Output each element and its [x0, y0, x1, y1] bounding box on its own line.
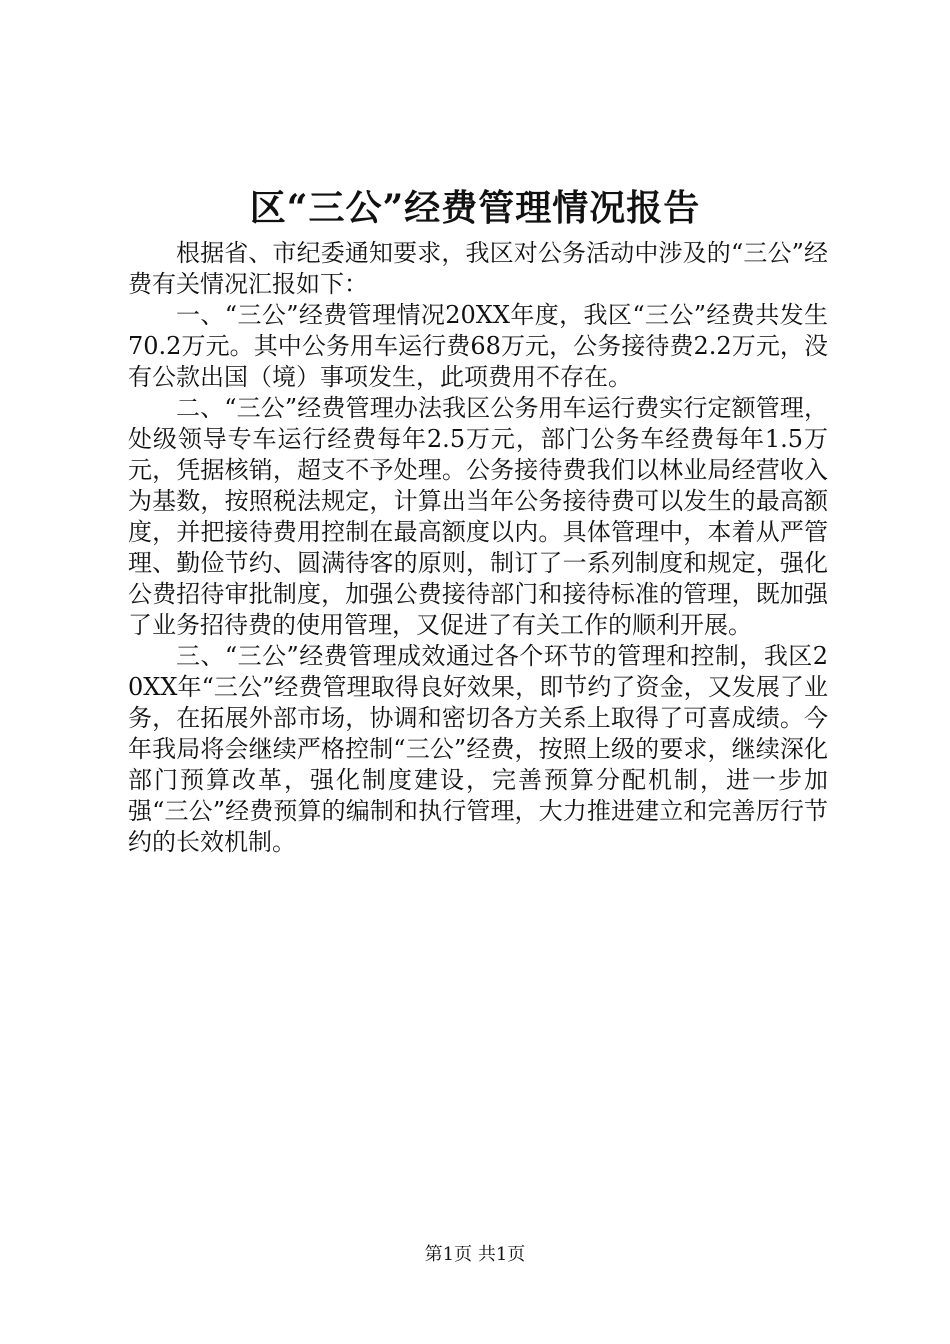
paragraph-section-3: 三、“三公”经费管理成效通过各个环节的管理和控制，我区20XX年“三公”经费管理取得良好效果，即节约了资金，又发展了业务，在拓展外部市场，协调和密切各方关系上取得了可喜成绩。今年我局将会继续严格控制“三公”经费，按照上级的要求，继续深化部门预算改革，强化制度建设，完善预算分配机制，进一步加强“三公”经费预算的编制和执行管理，大力推进建立和完善厉行节约的长效机制。 — [128, 642, 828, 856]
paragraph-section-1: 一、“三公”经费管理情况20XX年度，我区“三公”经费共发生70.2万元。其中公务用车运行费68万元，公务接待费2.2万元，没有公款出国（境）事项发生，此项费用不存在。 — [128, 301, 828, 391]
paragraph-intro: 根据省、市纪委通知要求，我区对公务活动中涉及的“三公”经费有关情况汇报如下： — [128, 239, 828, 298]
page-footer: 第1页 共1页 — [424, 1244, 526, 1265]
page-title: 区“三公”经费管理情况报告 — [249, 187, 701, 229]
document-body — [128, 238, 828, 858]
paragraph-section-2: 二、“三公”经费管理办法我区公务用车运行费实行定额管理，处级领导专车运行经费每年2.5万元，部门公务车经费每年1.5万元，凭据核销，超支不予处理。公务接待费我们以林业局经营收入为基数，按照税法规定，计算出当年公务接待费可以发生的最高额度，并把接待费用控制在最高额度以内。具体管理中，本着从严管理、勤俭节约、圆满待客的原则，制订了一系列制度和规定，强化公费招待审批制度，加强公费接待部门和接待标准的管理，既加强了业务招待费的使用管理，又促进了有关工作的顺利开展。 — [128, 394, 828, 639]
